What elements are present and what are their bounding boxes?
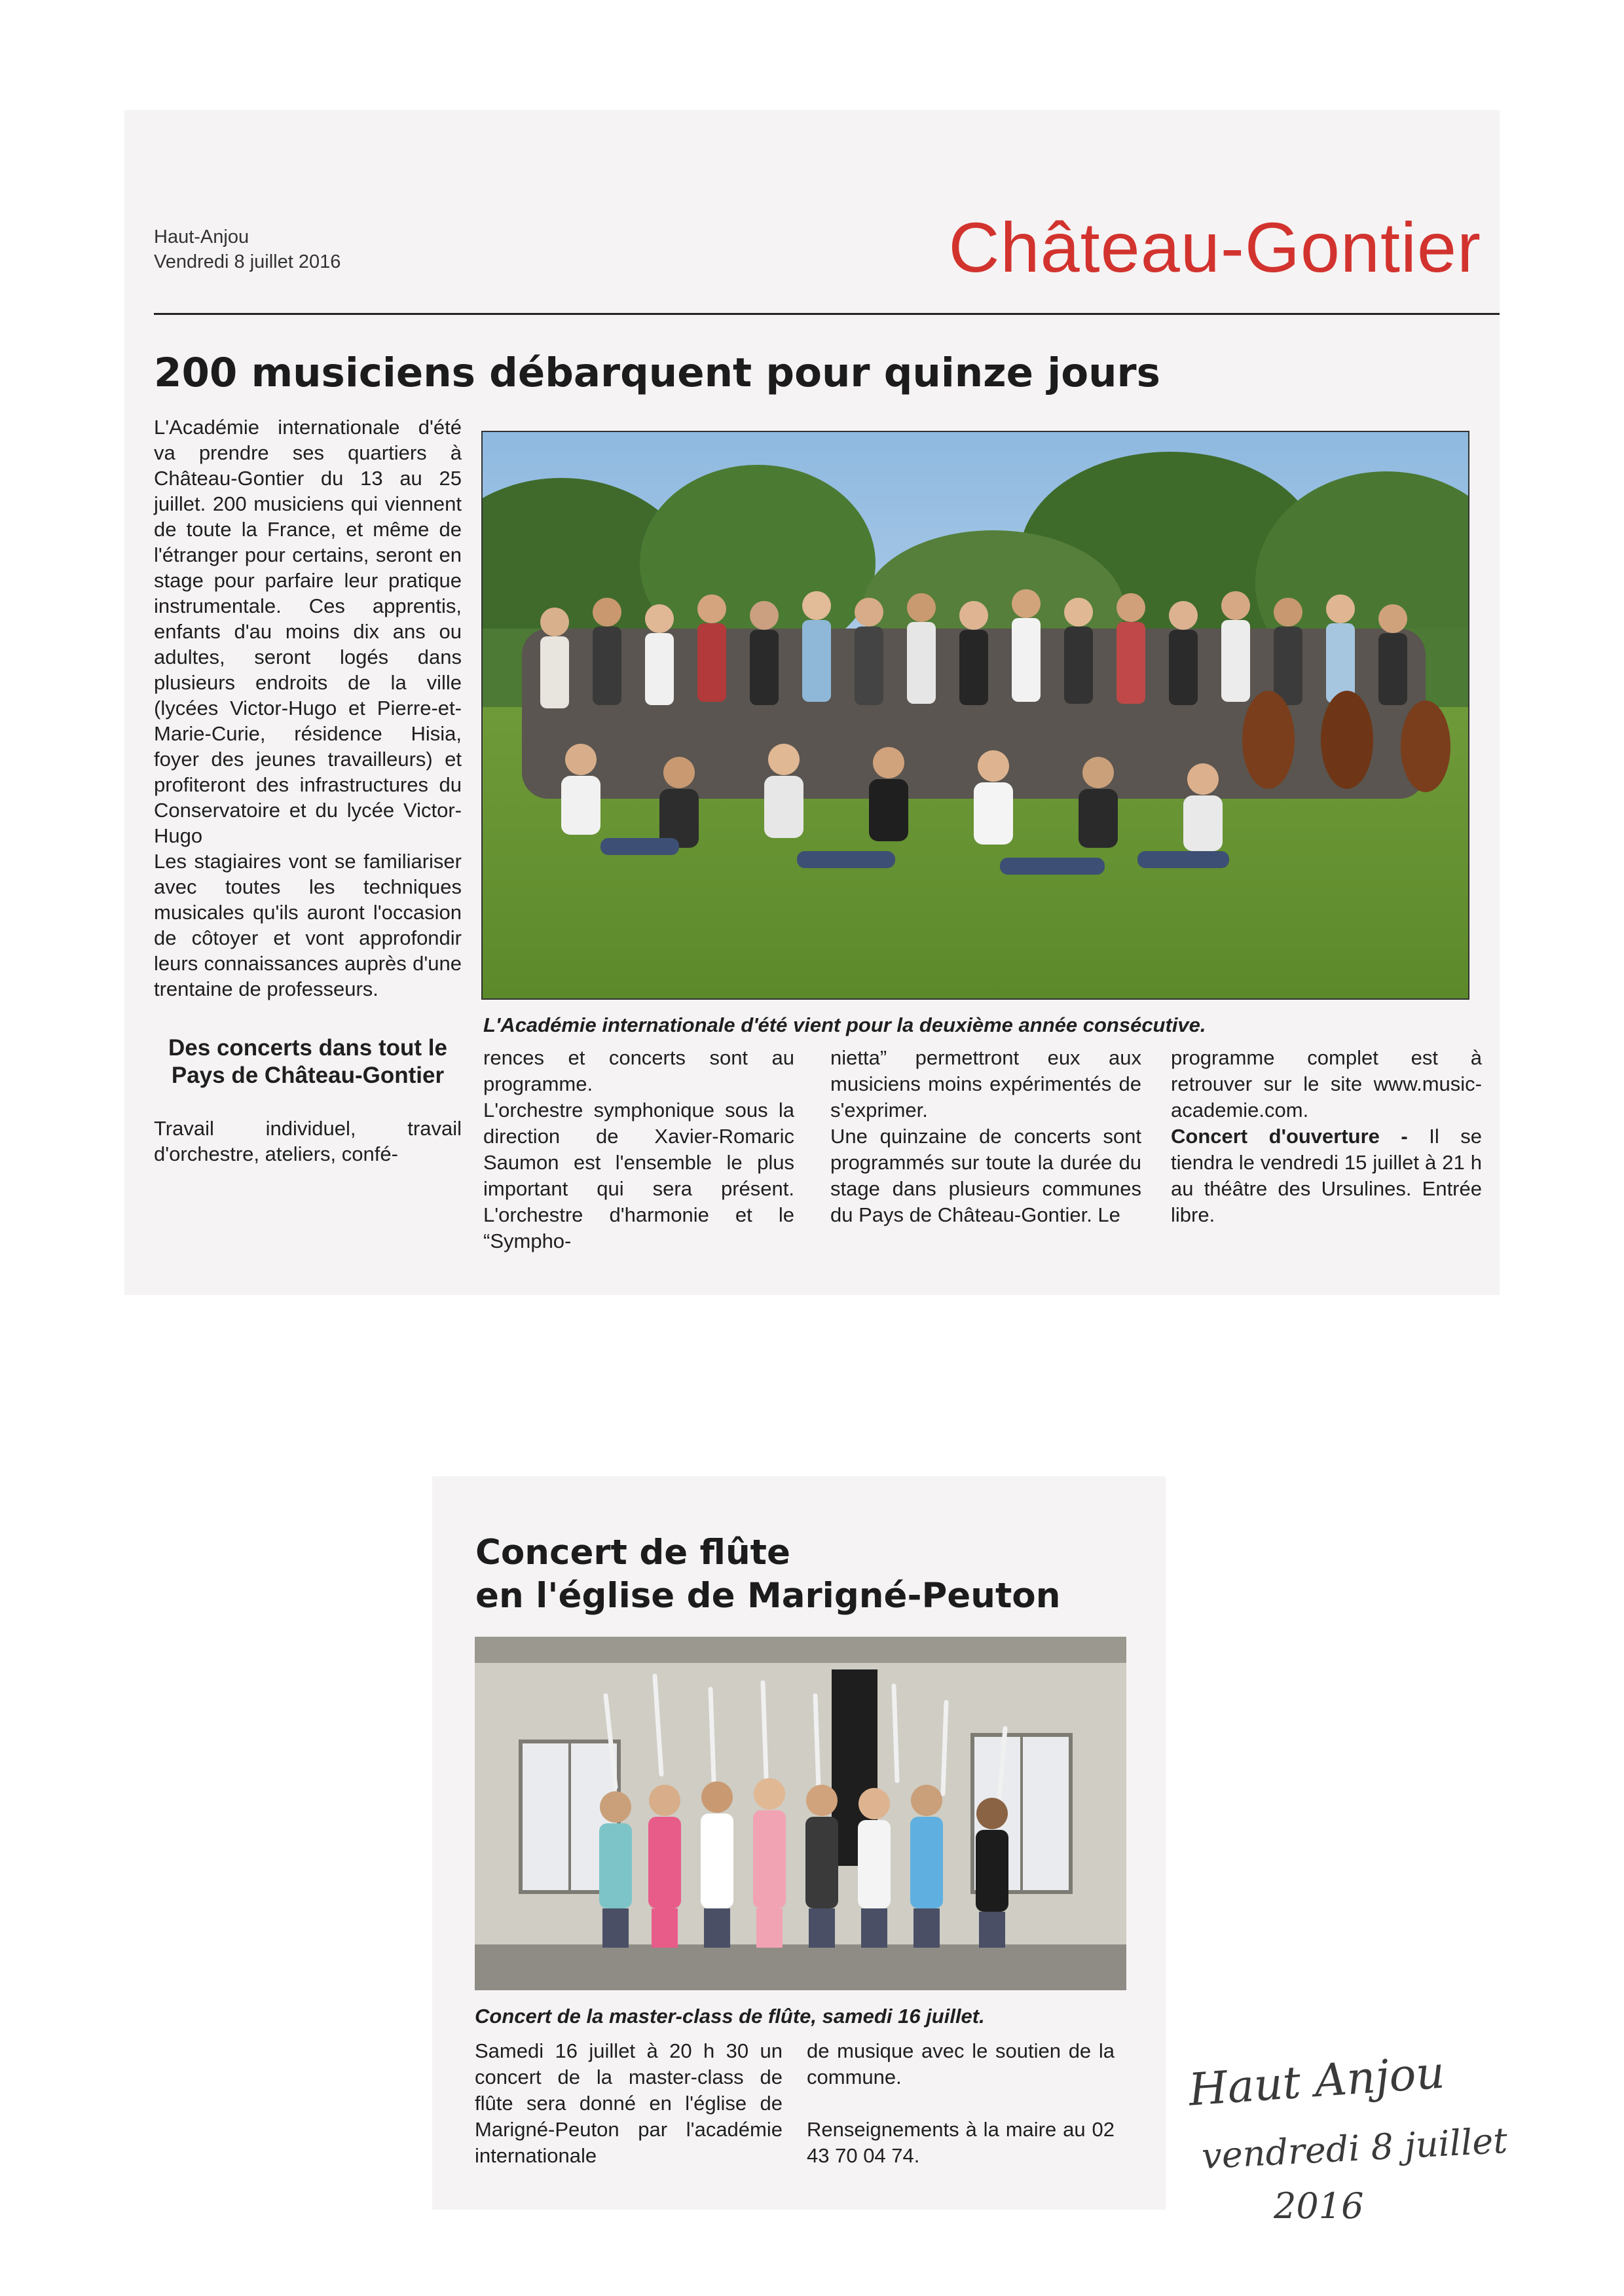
article-headline: 200 musiciens débarquent pour quinze jours — [154, 350, 1160, 396]
col2-text-b: L'orchestre symphonique sous la direction de Xavier-Romaric Saumon est l'ensemble le plus important qui sera présent. L'orchestre d'harmonie et le “Sympho- — [483, 1099, 794, 1252]
publication-date: Vendredi 8 juillet 2016 — [154, 251, 341, 272]
newspaper-clipping-main — [124, 110, 1500, 1295]
flute-masterclass-photo — [475, 1637, 1126, 1990]
flute-headline-line-2: en l'église de Marigné-Peuton — [475, 1576, 1061, 1616]
flute-headline-line-1: Concert de flûte — [475, 1533, 790, 1573]
article-column-3 — [830, 1045, 1141, 1228]
flute-col1-text: Samedi 16 juillet à 20 h 30 un concert de la master-class de flûte sera donné en l'église de Marigné-Peuton par l'académie internationale — [475, 2039, 783, 2167]
article-subheading: Des concerts dans tout le Pays de Château-Gontier — [168, 1035, 447, 1088]
flute-col2-contact: Renseignements à la maire au 02 43 70 04 74. — [807, 2118, 1115, 2167]
col3-text: nietta” permettront eux aux musiciens moins expérimentés de s'exprimer. — [830, 1046, 1141, 1121]
orchestra-photo-illustration — [483, 432, 1468, 998]
sub-text-start: Travail individuel, travail d'orchestre, ateliers, confé- — [154, 1117, 462, 1165]
handwritten-date: vendredi 8 juillet — [1200, 2119, 1509, 2178]
col4-text: programme complet est à retrouver sur le site www.music-academie.com. — [1171, 1046, 1482, 1121]
article-column-2 — [483, 1045, 794, 1254]
handwritten-note — [1189, 2036, 1555, 2232]
newspaper-source: Haut-Anjou — [154, 227, 249, 247]
col4-text-opening-concert — [1171, 1123, 1482, 1228]
flute-col2-text: de musique avec le soutien de la commune. — [807, 2039, 1115, 2088]
col2-text: rences et concerts sont au programme. — [483, 1046, 794, 1095]
photo-caption: L'Académie internationale d'été vient pour la deuxième année consécutive. — [483, 1013, 1206, 1036]
article-column-1 — [154, 414, 462, 1167]
flute-article-column-2 — [807, 2038, 1115, 2169]
opening-concert-label: Concert d'ouverture - — [1171, 1125, 1408, 1148]
section-city-title: Château-Gontier — [948, 208, 1481, 287]
orchestra-group-photo — [481, 431, 1469, 1000]
handwritten-year: 2016 — [1274, 2185, 1364, 2227]
flute-photo-illustration — [475, 1637, 1126, 1990]
flute-photo-caption: Concert de la master-class de flûte, samedi 16 juillet. — [475, 2005, 985, 2028]
flute-article-headline — [475, 1531, 1060, 1618]
newspaper-clipping-flute — [432, 1476, 1166, 2210]
intro-paragraph-2: Les stagiaires vont se familiariser avec toutes les techniques musicales qu'ils auront l'occasion de côtoyer et vont approfondir leurs connaissances auprès d'une trentaine de professeurs. — [154, 850, 462, 1000]
intro-paragraph-1: L'Académie internationale d'été va prendre ses quartiers à Château-Gontier du 13 au 25 juillet. 200 musiciens qui viennent de toute la France, et même de l'étranger pour certains, seront en stage pour parfaire leur pratique instrumentale. Ces apprentis, enfants d'au moins dix ans ou adultes, seront logés dans plusieurs endroits de la ville (lycées Victor-Hugo et Pierre-et-Marie-Curie, résidence Hisia, foyer des jeunes travailleurs) et profiteront des infrastructures du Conservatoire et du lycée Victor-Hugo — [154, 416, 462, 847]
header-divider — [154, 313, 1500, 315]
col3-text-b: Une quinzaine de concerts sont programmés sur toute la durée du stage dans plusieurs communes du Pays de Château-Gontier. Le — [830, 1125, 1141, 1226]
article-column-4 — [1171, 1045, 1482, 1228]
handwritten-source: Haut Anjou — [1187, 2047, 1447, 2117]
opening-concert-details: Il se tiendra le vendredi 15 juillet à 21 h au théâtre des Ursulines. Entrée libre. — [1171, 1125, 1482, 1226]
flute-article-column-1 — [475, 2038, 783, 2169]
